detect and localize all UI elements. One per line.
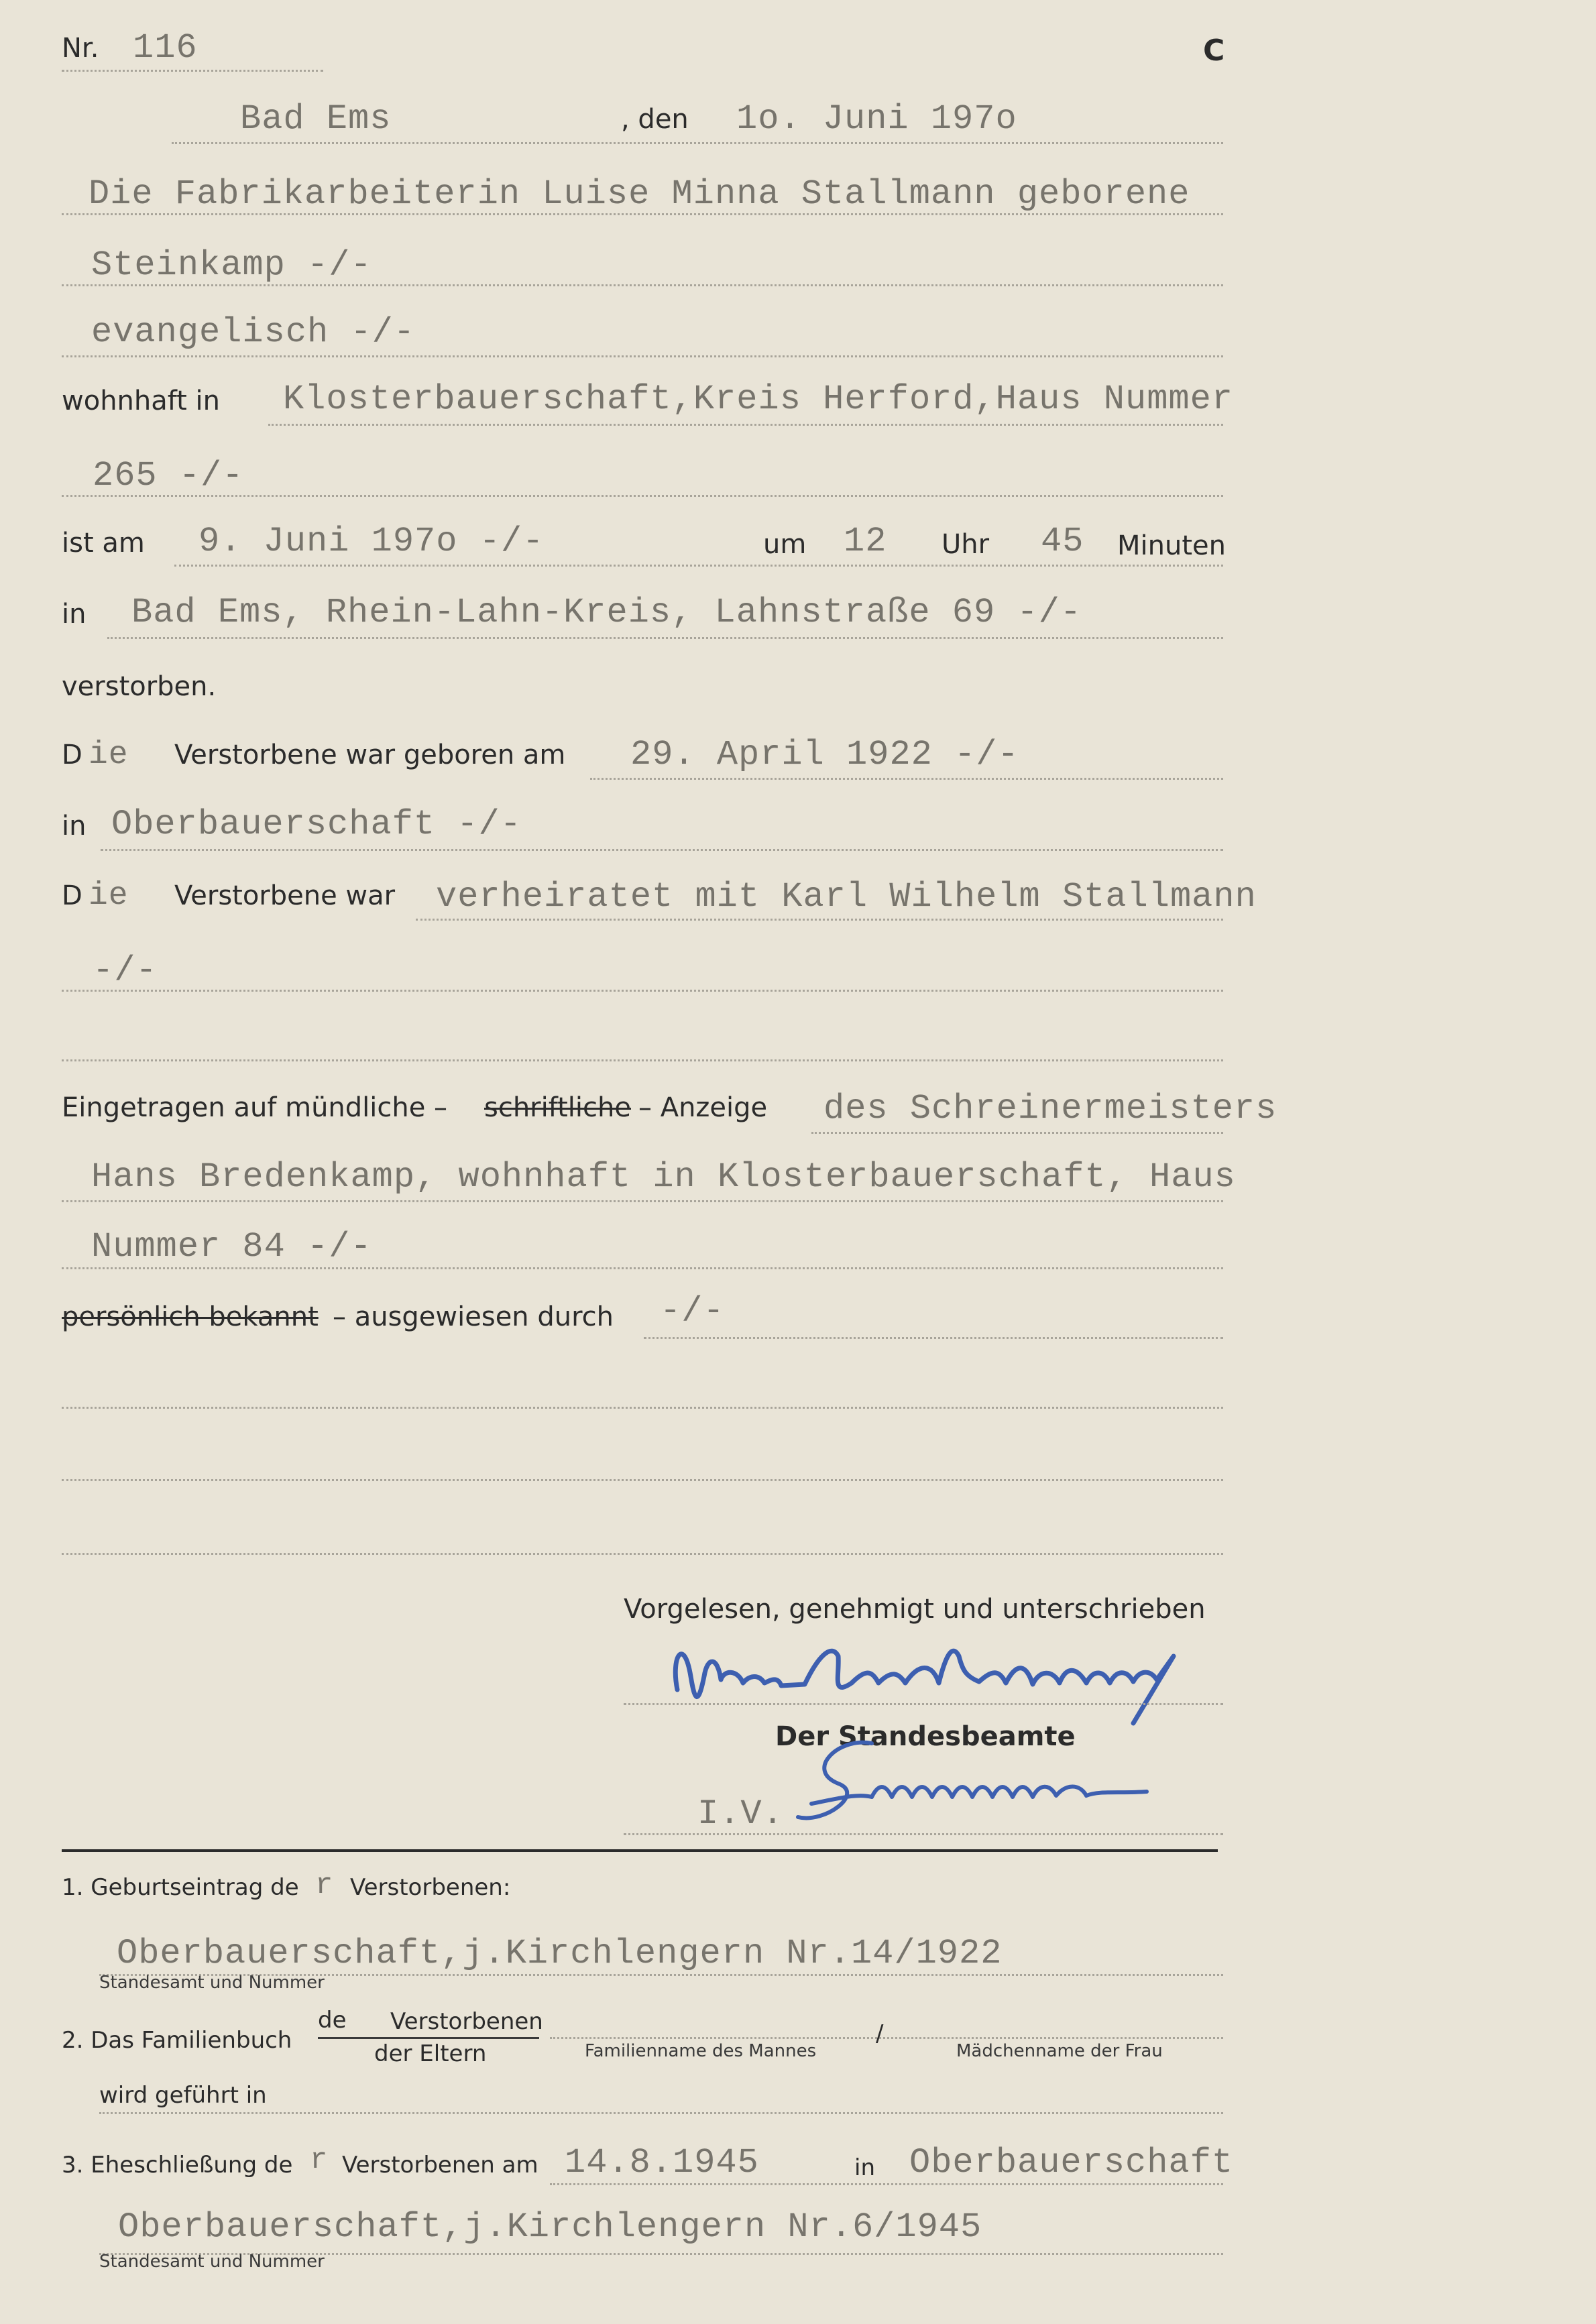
birth-date: 29. April 1922 -/- xyxy=(630,735,1019,774)
registry-place: Bad Ems xyxy=(240,99,392,139)
nr-label: Nr. xyxy=(62,33,99,64)
note-3-date: 14.8.1945 xyxy=(565,2143,759,2183)
death-place-label: in xyxy=(62,599,87,630)
registry-date: 1o. Juni 197o xyxy=(736,99,1017,139)
note-3-caption: Standesamt und Nummer xyxy=(99,2252,325,2272)
official-label: Der Standesbeamte xyxy=(775,1721,1076,1752)
note-1-label: 1. Geburtseintrag de xyxy=(62,1874,299,1901)
birth-ie: ie xyxy=(89,737,129,773)
note-1-tail: Verstorbenen: xyxy=(350,1874,511,1901)
marital-label: Verstorbene war xyxy=(174,880,396,911)
form-letter: C xyxy=(1203,34,1225,68)
note-1-caption: Standesamt und Nummer xyxy=(99,1973,325,1993)
birth-label: Verstorbene war geboren am xyxy=(174,740,566,770)
note-3-typed: r xyxy=(310,2144,329,2177)
note-2-caption-wife: Mädchenname der Frau xyxy=(956,2041,1163,2061)
um-label: um xyxy=(763,529,807,560)
note-2-label: 2. Das Familienbuch xyxy=(62,2027,292,2054)
note-2-der-eltern: der Eltern xyxy=(374,2040,487,2067)
official-signature xyxy=(785,1730,1160,1837)
residence-label: wohnhaft in xyxy=(62,386,220,416)
note-3-place: Oberbauerschaft xyxy=(909,2143,1234,2183)
anzeige-label: – Anzeige xyxy=(638,1092,768,1123)
note-1-value: Oberbauerschaft,j.Kirchlengern Nr.14/1922 xyxy=(117,1934,1003,1973)
marital-line-1: verheiratet mit Karl Wilhelm Stallmann xyxy=(436,877,1257,917)
death-date: 9. Juni 197o -/- xyxy=(198,522,545,561)
verstorben-label: verstorben. xyxy=(62,671,217,702)
note-3-in: in xyxy=(854,2154,875,2181)
death-minutes: 45 xyxy=(1041,522,1084,561)
note-2-de: de xyxy=(318,2007,347,2034)
note-2-caption-husband: Familienname des Mannes xyxy=(585,2041,817,2061)
person-line-2: Steinkamp -/- xyxy=(91,245,372,285)
note-2-line-2: wird geführt in xyxy=(99,2082,267,2109)
person-line-1: Die Fabrikarbeiterin Luise Minna Stallmann geborene xyxy=(89,174,1190,214)
note-3-tail: Verstorbenen am xyxy=(342,2152,538,2178)
registration-label: Eingetragen auf mündliche – xyxy=(62,1092,448,1123)
religion: evangelisch -/- xyxy=(91,312,416,352)
residence-line-2: 265 -/- xyxy=(93,456,244,496)
marital-d-label: D xyxy=(62,880,82,911)
note-3-value: Oberbauerschaft,j.Kirchlengern Nr.6/1945 xyxy=(118,2207,982,2247)
registration-line-2: Hans Bredenkamp, wohnhaft in Klosterbauerschaft, Haus xyxy=(91,1157,1236,1197)
death-hour: 12 xyxy=(844,522,887,561)
struck-schriftliche: schriftliche xyxy=(484,1092,631,1123)
residence-line-1: Klosterbauerschaft,Kreis Herford,Haus Nummer xyxy=(283,380,1234,419)
marital-line-2: -/- xyxy=(93,951,158,990)
birth-place-label: in xyxy=(62,811,87,841)
section-divider xyxy=(62,1849,1218,1852)
death-place: Bad Ems, Rhein-Lahn-Kreis, Lahnstraße 69 -/- xyxy=(131,593,1082,632)
death-date-label: ist am xyxy=(62,528,145,559)
minuten-label: Minuten xyxy=(1117,530,1226,561)
iv-label: I.V. xyxy=(697,1794,784,1834)
record-number: 116 xyxy=(133,28,198,68)
ausgewiesen-value: -/- xyxy=(660,1291,725,1331)
den-label: , den xyxy=(621,104,689,135)
note-2-verstorbenen: Verstorbenen xyxy=(390,2008,543,2035)
registration-line-3: Nummer 84 -/- xyxy=(91,1227,372,1267)
read-approved-label: Vorgelesen, genehmigt und unterschrieben xyxy=(624,1594,1206,1625)
birth-d-label: D xyxy=(62,740,82,770)
struck-persoenlich-bekannt: persönlich bekannt xyxy=(62,1301,319,1332)
note-2-slash: / xyxy=(876,2020,884,2047)
note-1-typed: r xyxy=(315,1869,334,1902)
registration-line-1: des Schreinermeisters xyxy=(823,1089,1277,1128)
marital-ie: ie xyxy=(89,878,129,914)
note-3-label: 3. Eheschließung de xyxy=(62,2152,293,2178)
ausgewiesen-label: – ausgewiesen durch xyxy=(333,1301,614,1332)
birth-place: Oberbauerschaft -/- xyxy=(111,805,522,844)
uhr-label: Uhr xyxy=(942,529,990,560)
